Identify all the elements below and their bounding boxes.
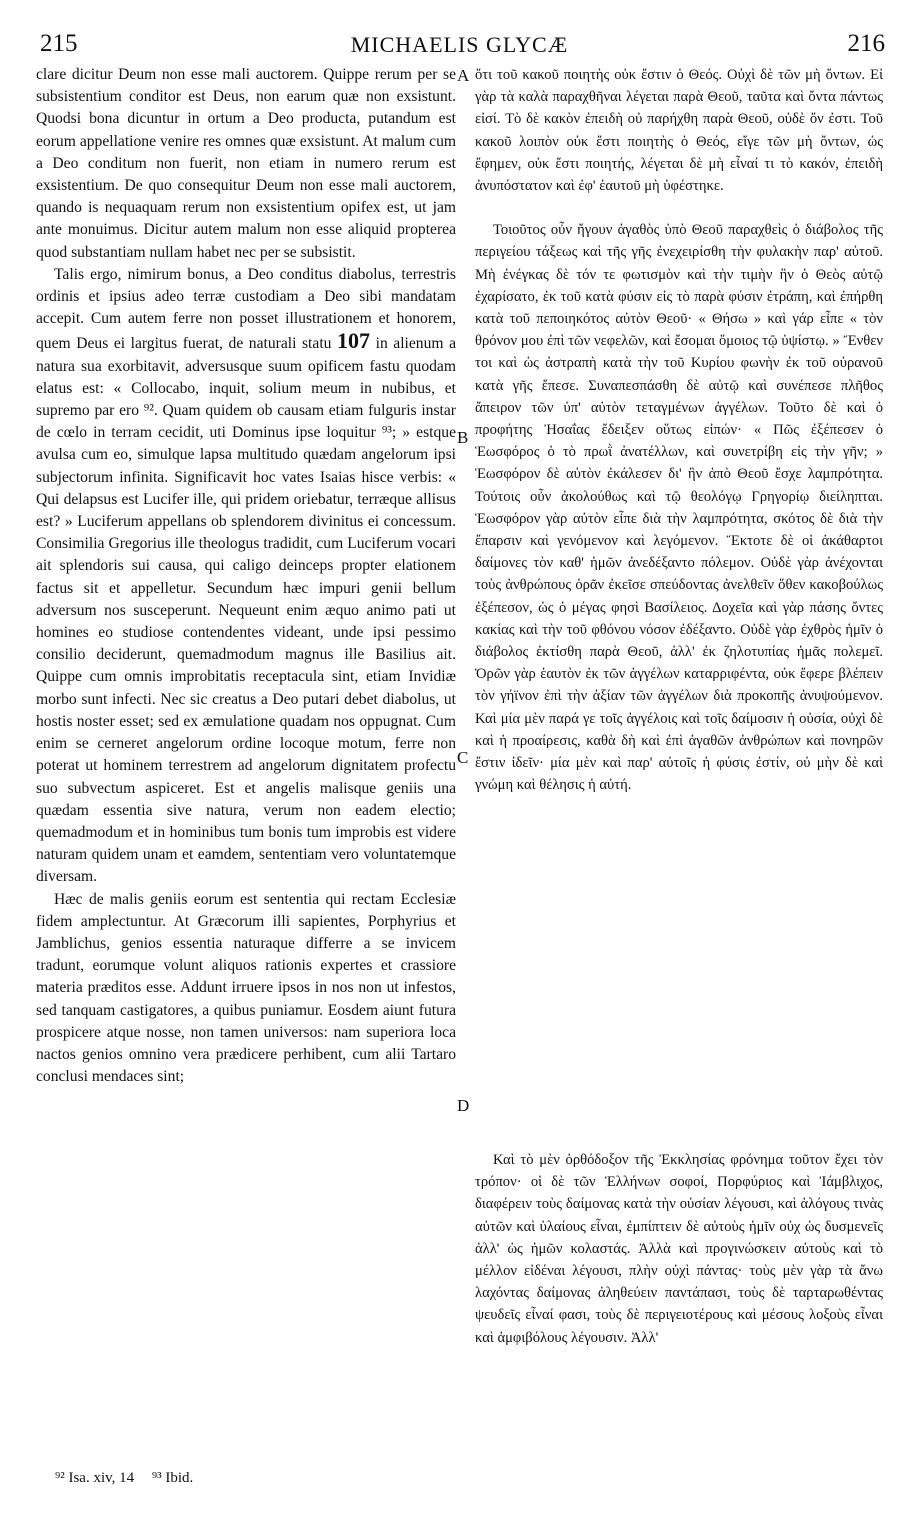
section-marker-b: B: [457, 428, 469, 447]
section-marker-a: A: [457, 66, 470, 85]
greek-column: [475, 64, 883, 1346]
page-number-left: 215: [40, 30, 78, 57]
latin-paragraph-2-part-b: in alienum a natura sua exorbitavit, adversusque suum opificem fastu quodam elatus est: « Collocabo, inquit, solium meum in nubibus, et supremo par ero ⁹². Quam quidem ob causam etiam fulguris instar de cœlo in terram cecidit, uti Dominus ipse loquitur ⁹³; » estque avulsa cum eo, simulque lapsa multitudo quædam angelorum ipsi subjectorum infinita. Significavit hoc vates Isaias hisce verbis: « Qui delapsus est Lucifer ille, qui pridem oriebatur, terræque allisus est? » Luciferum appellans ob splendorem divinitus ei concessum. Consimilia Gregorius ille theologus tradidit, cum Luciferum vocari ait splendoris sui causa, qui caligo deinceps propter elationem factus sit et appelletur. Secundum hæc impuri genii bellum adversum nos susceperunt. Nequeunt enim æquo animo pati ut homines eo studiose contendentes videant, unde ipsi pessimo consilio deciderunt, quemadmodum magnus ille Basilius ait. Quippe cum omnis improbitatis receptacula sint, etiam Invidiæ morbo sunt infecti. Nec sic creatus a Deo putari debet diabolus, ut hostis noster esset; sed ex æmulatione quadam nos oppugnat. Cum enim se cerneret angelorum ordine locoque motum, ferre non poterat ut hominem terrestrem ad angelorum dignitatem profectu suo subvectum aspiceret. Est et angelis malisque geniis una quædam essentia sive natura, verum non eadem electio; quemadmodum et in hominibus tum bonis tum improbis est videre naturam quidem unam et eamdem, sententiam vero voluntatemque diversam.: [36, 335, 457, 886]
greek-paragraph-1: ὅτι τοῦ κακοῦ ποιητὴς οὐκ ἔστιν ὁ Θεός. Οὐχὶ δὲ τῶν μὴ ὄντων. Εἰ γὰρ τὰ καλὰ παραχθῆναι λέγεται παρὰ Θεοῦ, ταῦτα καὶ ὄντα πάντως εἰσί. Τὸ δὲ κακὸν ἐπειδὴ οὐ παρήχθη παρὰ Θεοῦ, οὐδὲ ὄν ἐστι. Τοῦ κακοῦ λοιπὸν οὐκ ἔστι ποιητὴς ὁ Θεός, εἴγε τῶν μὴ ὄντων, ὡς ἔφημεν, οὐκ ἔστι ποιητής, λέγεται δὲ μὴ εἶναί τι τὸ κακόν, ἐπειδὴ ἀνυπόστατον καὶ ἐφ' ἑαυτοῦ μὴ ὑφέστηκε.: [475, 67, 883, 195]
inline-page-number: 107: [337, 328, 371, 354]
greek-paragraph-2: Τοιοῦτος οὖν ἤγουν ἀγαθὸς ὑπὸ Θεοῦ παραχθεὶς ὁ διάβολος τῆς περιγείου τάξεως καὶ τῆς γῆς ἐνεχειρίσθη τὴν φυλακὴν παρ' αὐτοῦ. Μὴ ἐνέγκας δὲ τόν τε φωτισμὸν καὶ τὴν τιμὴν ἣν ὁ Θεὸς αὐτῷ ἐχαρίσατο, ἐκ τοῦ κατὰ φύσιν εἰς τὸ παρὰ φύσιν ἐτράπη, καὶ ἐπήρθη κατὰ τοῦ πεποιηκότος αὐτὸν Θεοῦ· « Θήσω » καὶ γάρ εἶπε « τὸν θρόνον μου ἐπὶ τῶν νεφελῶν, καὶ ἔσομαι ὅμοιος τῷ ὑψίστῳ. » Ἔνθεν τοι καὶ ὡς ἀστραπὴ κατὰ τὴν τοῦ Κυρίου φωνὴν ἐκ τοῦ οὐρανοῦ κατὰ γῆς ἔπεσε. Συναπεσπάσθη δὲ αὐτῷ καὶ συνέπεσε πλῆθος ἄπειρον τῶν ὑπ' αὐτὸν τεταγμένων ἀγγέλων. Τοῦτο δὲ καὶ ὁ προφήτης Ἠσαΐας ἔδειξεν οὕτως εἰπών· « Πῶς ἐξέπεσεν ὁ Ἑωσφόρος ὁ τὸ πρωῒ ἀνατέλλων, καὶ συνετρίβη εἰς τὴν γῆν; » Ἑωσφόρον δὲ αὐτὸν ἐκάλεσεν δι' ἣν ἀπὸ Θεοῦ ἔσχε λαμπρότητα. Τούτοις οὖν ἀκολούθως καὶ τῷ θεολόγῳ Γρηγορίῳ διείληπται. Ἑωσφόρον γὰρ αὐτὸν εἶπε διὰ τὴν λαμπρότητα, σκότος δὲ διὰ τὴν ἔπαρσιν καὶ γενόμενον καὶ λεγόμενον. Ἔκτοτε δὲ οἱ ἀκάθαρτοι δαίμονες τὸν καθ' ἡμῶν ἀνεδέξαντο πόλεμον. Οὐδὲ γὰρ ἀνέχονται τοὺς ἀνθρώπους ὁρᾶν ἐκεῖσε σπεύδοντας ἀνελθεῖν ὅθεν κακοβούλως ἐξέπεσον, ὡς ὁ μέγας φησὶ Βασίλειος. Δοχεῖα καὶ γὰρ πάσης ὄντες κακίας καὶ τὴν τοῦ φθόνου νόσον ἐδέξαντο. Οὐδὲ γὰρ ἐχθρὸς ἡμῖν ὁ διάβολος ἐκτίσθη παρὰ Θεοῦ, ἀλλ' ἐκ ζηλοτυπίας ἡμᾶς πολεμεῖ. Ὁρῶν γὰρ ἑαυτὸν ἐκ τῶν ἀγγέλων καταρριφέντα, οὐκ ἔφερε βλέπειν τὸν γήϊνον ἐπὶ τὴν ἀξίαν τῶν ἀγγέλων διὰ προκοπῆς ἀνυψούμενον. Καὶ μία μὲν παρά γε τοῖς ἀγγέλοις καὶ τοῖς δαίμοσιν ἡ οὐσία, οὐχὶ δὲ καὶ ἡ προαίρεσις, καθὰ δὴ καὶ ἐπὶ ἀγαθῶν ἀνθρώπων καὶ πονηρῶν ἔστιν ἰδεῖν· μία μὲν καὶ παρ' αὐτοῖς ἡ φύσις ἐστίν, οὐ μὴν δὲ καὶ γνώμη καὶ θέλησις ἡ αὐτή.: [475, 222, 883, 794]
latin-paragraph-1: clare dicitur Deum non esse mali auctorem. Quippe rerum per se subsistentium conditor est Deus, non earum quæ non exsistunt. Quodsi bona dicuntur in ortum a Deo producta, putandum est eorum appellatione venire res omnes quæ exsistunt. At malum cum a Deo conditum non fuerit, non etiam in numero rerum est exsistentium. De quo consequitur Deum non esse mali auctorem, quando is nequaquam rerum non exsistentium opifex est, ut jam ante monuimus. Dicitur autem malum non esse aliquid propterea quod substantiam nullam habet nec per se subsistit.: [36, 66, 456, 261]
latin-paragraph-2-part-a: Talis ergo, nimirum bonus, a Deo conditus diabolus, terrestris ordinis et ipsius adeo terræ custodiam a Deo sibi mandatam accepit. Cum autem ferre non posset illustrationem et honorem, quem Deus ei largitus fuerat, de naturali statu: [36, 265, 456, 353]
greek-paragraph-3: Καὶ τὸ μὲν ὀρθόδοξον τῆς Ἐκκλησίας φρόνημα τοῦτον ἔχει τὸν τρόπον· οἱ δὲ τῶν Ἑλλήνων σοφοί, Πορφύριος καὶ Ἰάμβλιχος, διαφέρειν τοὺς δαίμονας κατὰ τὴν οὐσίαν λέγουσι, καὶ ἀλόγους τινὰς αὐτῶν καὶ ὑλαίους εἶναι, ἐμπίπτειν δὲ αὐτοὺς ἡμῖν οὐχ ὡς δυσμενεῖς ἀλλ' ὡς ἡμῶν κολαστάς. Ἀλλὰ καὶ προγινώσκειν αὐτοὺς καὶ τὸ μέλλον εἰδέναι λέγουσι, πλὴν οὐχὶ πάντας· τοὺς μὲν γὰρ τὰ ἄνω λαχόντας δαίμονας ἀληθεύειν παντάπασι, τοὺς δὲ ταρταρωθέντας ψευδεῖς εἶναί φασι, τοὺς δὲ περιγειοτέρους καὶ μέσους λοξοὺς εἶναι καὶ ἀμφιβόλους λέγουσιν. Ἀλλ': [475, 1152, 883, 1346]
footnote-93: ⁹³ Ibid.: [151, 1470, 194, 1486]
section-marker-d: D: [457, 1096, 470, 1115]
footnotes: [55, 1470, 207, 1487]
footnote-92: ⁹² Isa. xiv, 14: [55, 1470, 135, 1486]
latin-paragraph-2: [36, 264, 456, 889]
page-number-right: 216: [847, 30, 885, 57]
section-marker-c: C: [457, 748, 469, 767]
page-header: [28, 30, 891, 64]
latin-paragraph-3: Hæc de malis geniis eorum est sententia qui rectam Ecclesiæ fidem amplectuntur. At Græcorum illi sapientes, Porphyrius et Jamblichus, genios essentia naturaque differre a se invicem tradunt, eorumque volunt aliquos rationis expertes et crassiore materia præditos esse. Addunt irruere ipsos in nos non ut infestos, sed tanquam castigatores, a quibus puniamur. Eosdem aiunt futura prospicere atque nosse, non tamen universos: nam superiora loca nactos genios omnino vera prædicere perhibent, cum alii Tartaro conclusi mendaces sint;: [36, 890, 456, 1086]
running-title: MICHAELIS GLYCÆ: [350, 32, 569, 57]
latin-column: [36, 64, 456, 1088]
